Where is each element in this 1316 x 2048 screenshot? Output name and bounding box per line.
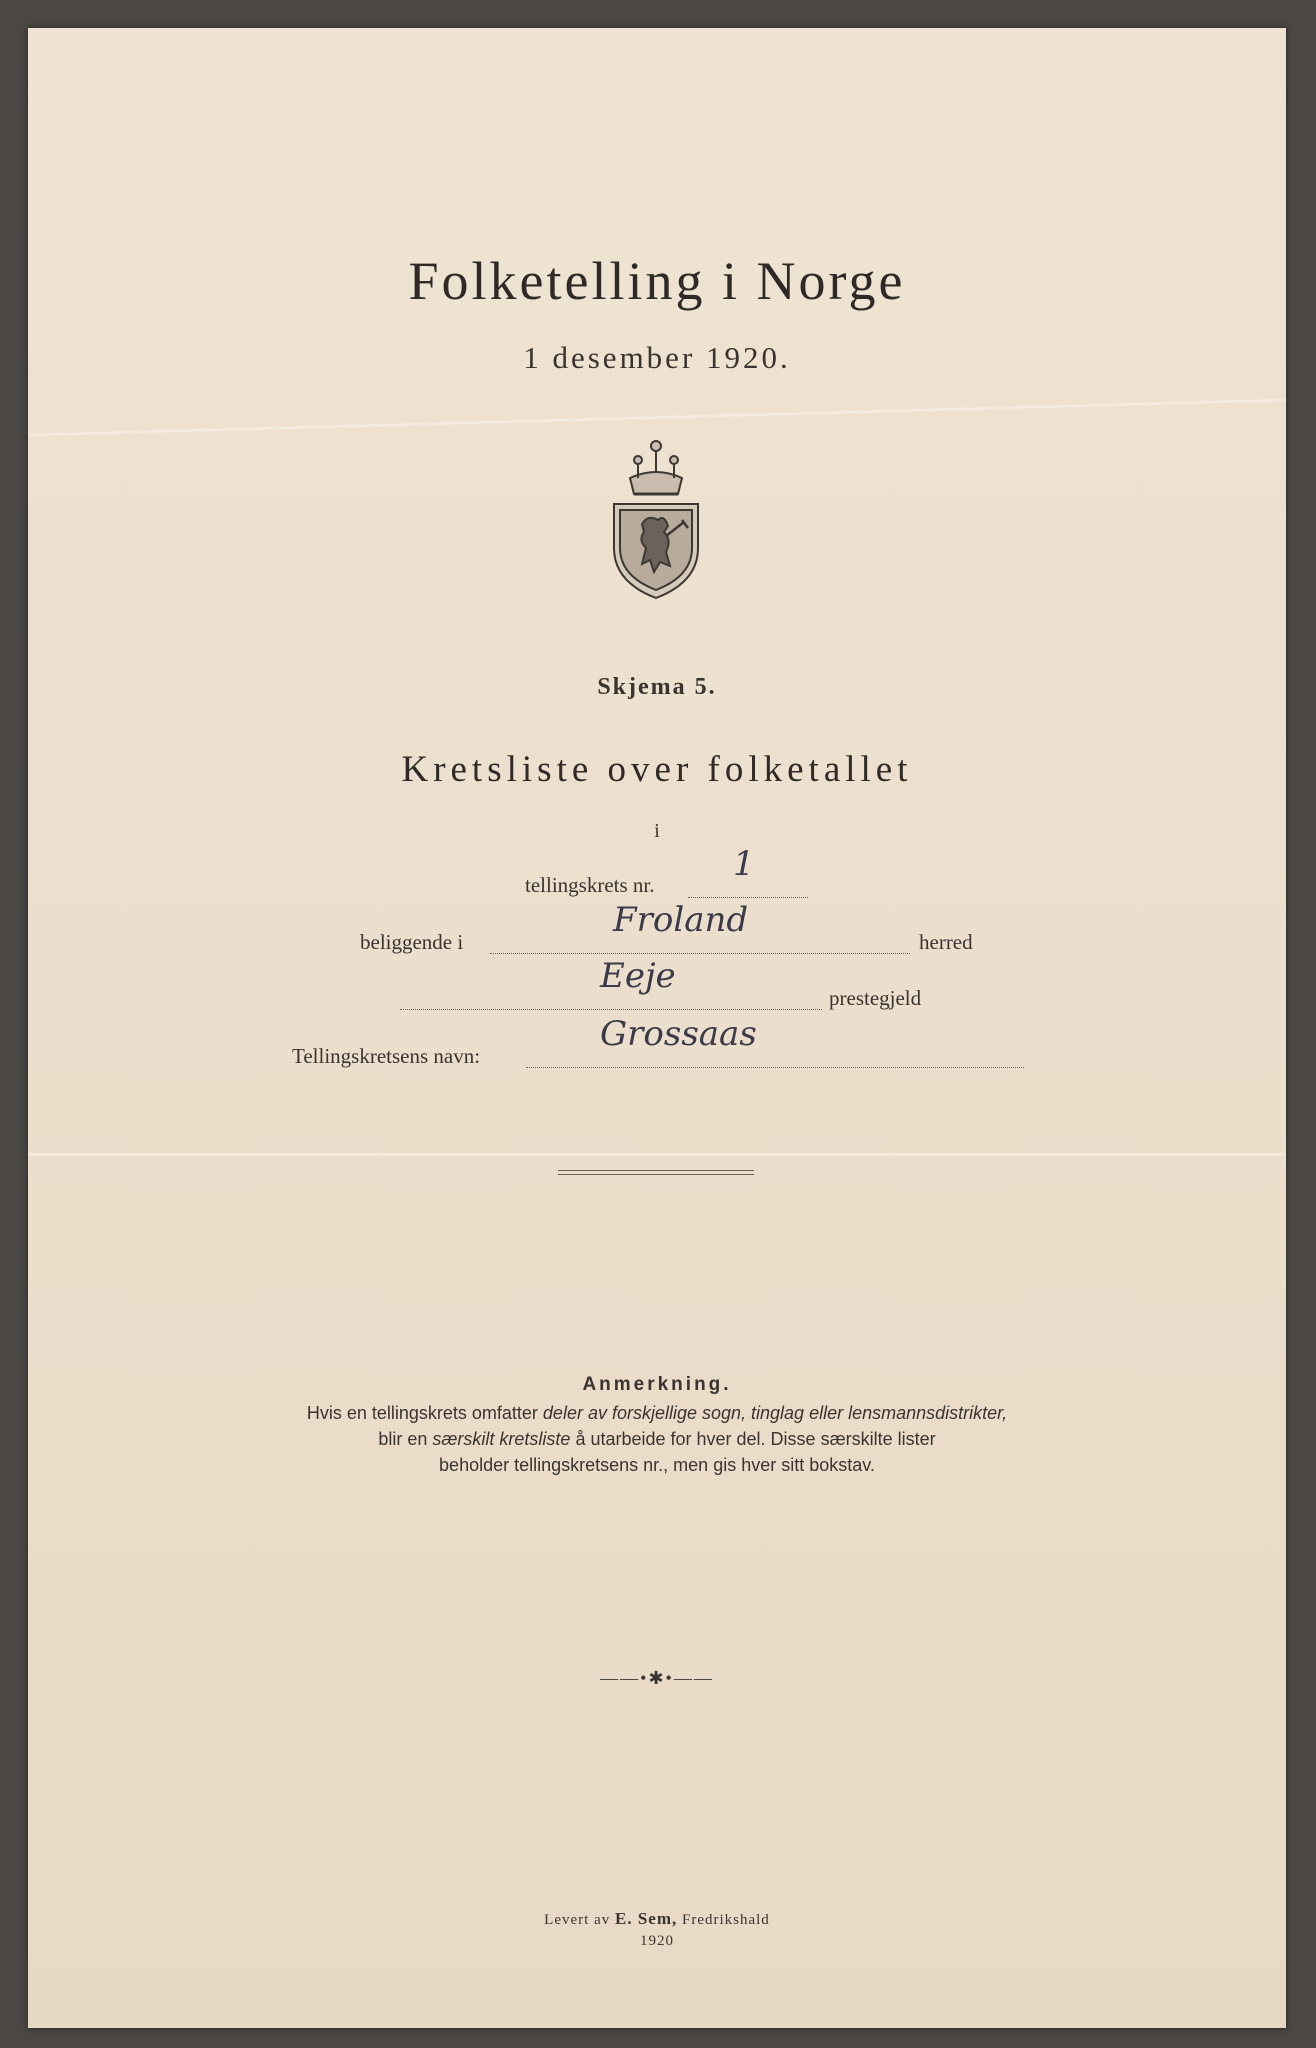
note-line-1 [128, 1400, 1186, 1426]
note-line-3: beholder tellingskretsens nr., men gis hver sitt bokstav. [439, 1455, 875, 1475]
krets-field-line [688, 896, 808, 898]
schema-number: Skjema 5. [597, 674, 717, 700]
prestegjeld-field-line [400, 1008, 822, 1010]
census-date: 1 desember 1920. [523, 340, 791, 375]
ornament-divider: ——•✱•—— [600, 1668, 714, 1688]
herred-label: herred [919, 930, 973, 954]
note-line-2-text-b: å utarbeide for hver del. Disse særskilte lister [570, 1429, 936, 1449]
beliggende-field-line [490, 952, 910, 954]
note-line-2 [128, 1426, 1186, 1452]
note-title: Anmerkning. [582, 1374, 732, 1395]
krets-label: tellingskrets nr. [525, 873, 655, 897]
section-divider [558, 1170, 754, 1175]
prestegjeld-label: prestegjeld [829, 986, 922, 1010]
preposition: i [654, 820, 660, 842]
note-line-2-emphasis: særskilt kretsliste [432, 1429, 571, 1449]
printer-name: E. Sem, [614, 1909, 678, 1928]
beliggende-value: Froland [613, 900, 749, 940]
note-line-1-text: Hvis en tellingskrets omfatter [306, 1403, 543, 1423]
navn-value: Grossaas [600, 1014, 757, 1054]
printer-year: 1920 [640, 1933, 674, 1949]
note-line-1-emphasis: deler av forskjellige sogn, tinglag eller lensmannsdistrikter, [542, 1403, 1008, 1423]
form-heading: Kretsliste over folketallet [401, 749, 913, 790]
note-line-2-text-a: blir en [378, 1429, 433, 1449]
paper-fold [28, 1153, 1286, 1156]
printer-prefix: Levert av [544, 1912, 615, 1928]
navn-label: Tellingskretsens navn: [292, 1044, 481, 1068]
prestegjeld-value: Eeje [600, 956, 676, 996]
census-form-page [28, 28, 1286, 2028]
krets-value: 1 [733, 844, 755, 884]
page-title: Folketelling i Norge [408, 251, 906, 311]
norwegian-coat-of-arms-icon [608, 436, 704, 600]
printer-place: Fredrikshald [677, 1912, 770, 1928]
beliggende-label: beliggende i [360, 930, 464, 954]
printer-imprint [28, 1908, 1286, 1952]
paper-fold [28, 398, 1286, 436]
navn-field-line [526, 1066, 1024, 1068]
